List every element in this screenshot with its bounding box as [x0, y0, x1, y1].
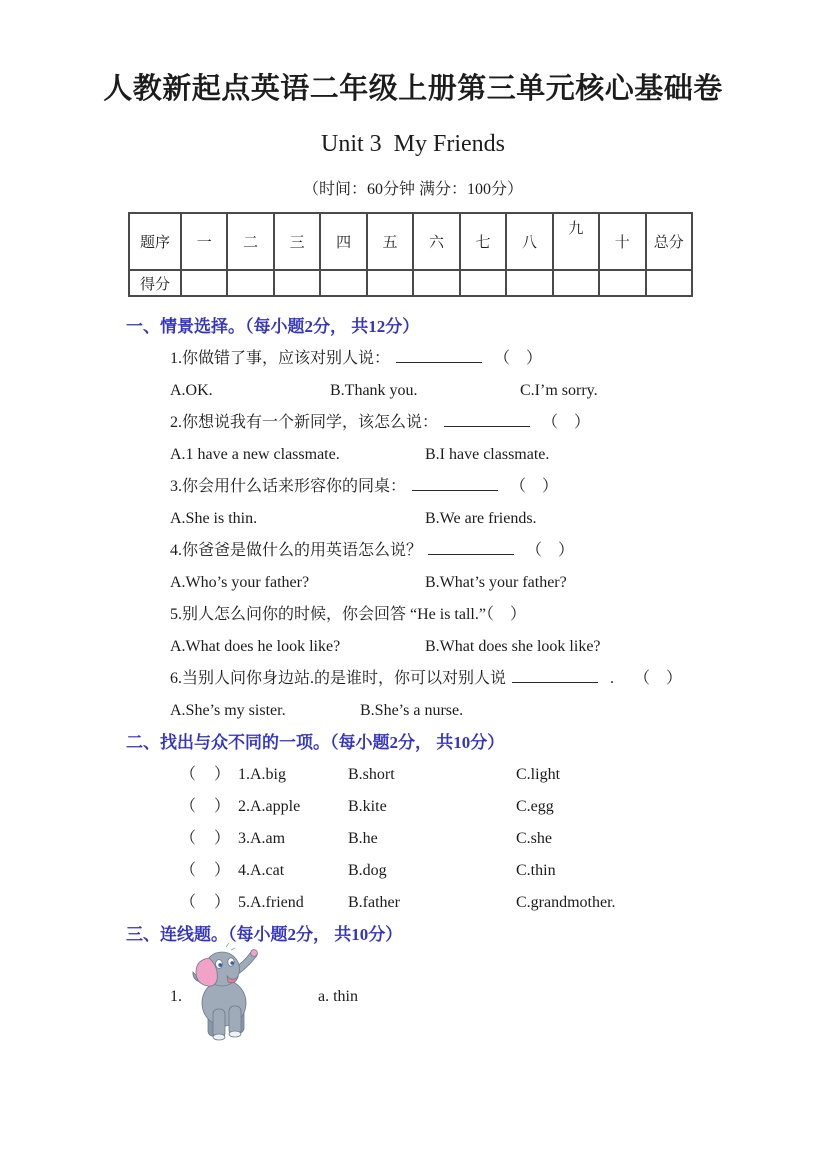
score-cell [181, 270, 227, 296]
answer-brackets: （ ） [494, 350, 543, 367]
question-6-text: 6.当别人问你身边站.的是谁时，你可以对别人说 [170, 670, 507, 687]
score-table-col-total: 总分 [646, 213, 692, 270]
answer-brackets [180, 791, 230, 823]
score-table-col-2: 二 [227, 213, 273, 270]
option-a: A.What does he look like? [170, 638, 341, 655]
question-5-options [126, 631, 826, 663]
elephant-image [190, 943, 264, 1046]
unit-title: Unit 3 My Friends [320, 131, 505, 157]
score-table-col-5: 五 [367, 213, 413, 270]
score-cell [460, 270, 506, 296]
score-table-col-8: 八 [506, 213, 552, 270]
matching-item-1 [126, 951, 826, 1061]
odd-one-out-row-1 [126, 759, 826, 791]
score-table-question-label: 题序 [129, 213, 181, 270]
paper-title: 人教新起点英语二年级上册第三单元核心基础卷 [103, 73, 723, 105]
answer-brackets: （ ） [542, 414, 591, 431]
paper-body [126, 297, 826, 1061]
question-3-text: 3.你会用什么话来形容你的同桌： [170, 478, 407, 495]
question-2-options [126, 439, 826, 471]
answer-blank [396, 358, 482, 363]
option-c: C.thin [516, 862, 556, 879]
option-a: 4.A.cat [238, 862, 285, 879]
bracket-open: （ [180, 862, 197, 879]
score-cell [553, 270, 599, 296]
option-b: B.he [348, 830, 378, 847]
answer-brackets [180, 759, 230, 791]
score-table-score-row [129, 270, 692, 296]
option-b: B.What’s your father? [425, 574, 567, 591]
odd-one-out-row-5 [126, 887, 826, 919]
answer-brackets [180, 855, 230, 887]
bracket-close: ） [213, 862, 230, 879]
bracket-open: （ [180, 766, 197, 783]
option-a: A.Who’s your father? [170, 574, 310, 591]
option-a: 3.A.am [238, 830, 286, 847]
question-3 [126, 471, 826, 503]
answer-blank [444, 422, 530, 427]
score-table-col-3: 三 [274, 213, 320, 270]
section1-heading: 一、情景选择。（每小题2分， 共12分） [126, 317, 420, 336]
score-table-col-4: 四 [320, 213, 366, 270]
score-cell [227, 270, 273, 296]
score-table-col-10: 十 [599, 213, 645, 270]
option-c: C.grandmother. [516, 894, 616, 911]
bracket-open: （ [180, 798, 197, 815]
bracket-close: ） [213, 798, 230, 815]
answer-brackets: （ ） [634, 670, 683, 687]
answer-blank [412, 486, 498, 491]
option-c: C.egg [516, 798, 554, 815]
question-4-text: 4.你爸爸是做什么的用英语怎么说？ [170, 542, 423, 559]
score-table-col-6: 六 [413, 213, 459, 270]
score-cell [506, 270, 552, 296]
match-option-a: a. thin [318, 988, 358, 1005]
option-b: B.father [348, 894, 400, 911]
section2-heading: 二、找出与众不同的一项。（每小题2分， 共10分） [126, 733, 505, 752]
option-a: 5.A.friend [238, 894, 304, 911]
option-c: C.light [516, 766, 561, 783]
question-2 [126, 407, 826, 439]
score-table [128, 212, 693, 297]
score-cell [599, 270, 645, 296]
bracket-open: （ [180, 830, 197, 847]
score-cell [274, 270, 320, 296]
bracket-close: ） [213, 894, 230, 911]
answer-brackets: （ ） [510, 478, 559, 495]
question-1-options [126, 375, 826, 407]
option-b: B.kite [348, 798, 387, 815]
score-table-header-row [129, 213, 692, 270]
question-1-text: 1.你做错了事，应该对别人说： [170, 350, 391, 367]
question-3-options [126, 503, 826, 535]
option-a: A.1 have a new classmate. [170, 446, 340, 463]
option-c: C.she [516, 830, 552, 847]
option-a: A.She is thin. [170, 510, 258, 527]
answer-blank [512, 678, 598, 683]
question-5 [126, 599, 826, 631]
option-b: B.I have classmate. [425, 446, 550, 463]
option-c: C.I’m sorry. [520, 382, 598, 399]
option-a: 1.A.big [238, 766, 286, 783]
score-table-col-9: 九 [553, 213, 599, 270]
option-b: B.dog [348, 862, 387, 879]
score-table-col-1: 一 [181, 213, 227, 270]
option-a: A.OK. [170, 382, 213, 399]
answer-brackets: （ ） [526, 542, 575, 559]
question-4 [126, 535, 826, 567]
option-a: A.She’s my sister. [170, 702, 286, 719]
bracket-close: ） [213, 830, 230, 847]
score-cell [646, 270, 692, 296]
option-b: B.We are friends. [425, 510, 537, 527]
option-b: B.Thank you. [330, 382, 418, 399]
section3-heading: 三、连线题。（每小题2分， 共10分） [126, 925, 403, 944]
odd-one-out-row-3 [126, 823, 826, 855]
question-2-text: 2.你想说我有一个新同学，该怎么说： [170, 414, 439, 431]
option-b: B.She’s a nurse. [360, 702, 464, 719]
question-6-options [126, 695, 826, 727]
question-4-options [126, 567, 826, 599]
option-a: 2.A.apple [238, 798, 301, 815]
odd-one-out-row-2 [126, 791, 826, 823]
exam-time-score-meta: （时间：60分钟 满分：100分） [302, 181, 523, 198]
answer-brackets: （ ） [485, 606, 526, 623]
score-cell [367, 270, 413, 296]
question-5-text: 5.别人怎么问你的时候，你会回答 “He is tall.” [170, 606, 486, 623]
match-item-number: 1. [170, 988, 182, 1005]
score-cell [320, 270, 366, 296]
question-1 [126, 343, 826, 375]
answer-blank [428, 550, 514, 555]
bracket-open: （ [180, 894, 197, 911]
score-table-score-label: 得分 [129, 270, 181, 296]
answer-brackets [180, 823, 230, 855]
answer-brackets [180, 887, 230, 919]
question-6 [126, 663, 826, 695]
bracket-close: ） [213, 766, 230, 783]
score-table-col-7: 七 [460, 213, 506, 270]
option-b: B.What does she look like? [425, 638, 601, 655]
period: . [610, 670, 615, 687]
score-cell [413, 270, 459, 296]
option-b: B.short [348, 766, 395, 783]
odd-one-out-row-4 [126, 855, 826, 887]
